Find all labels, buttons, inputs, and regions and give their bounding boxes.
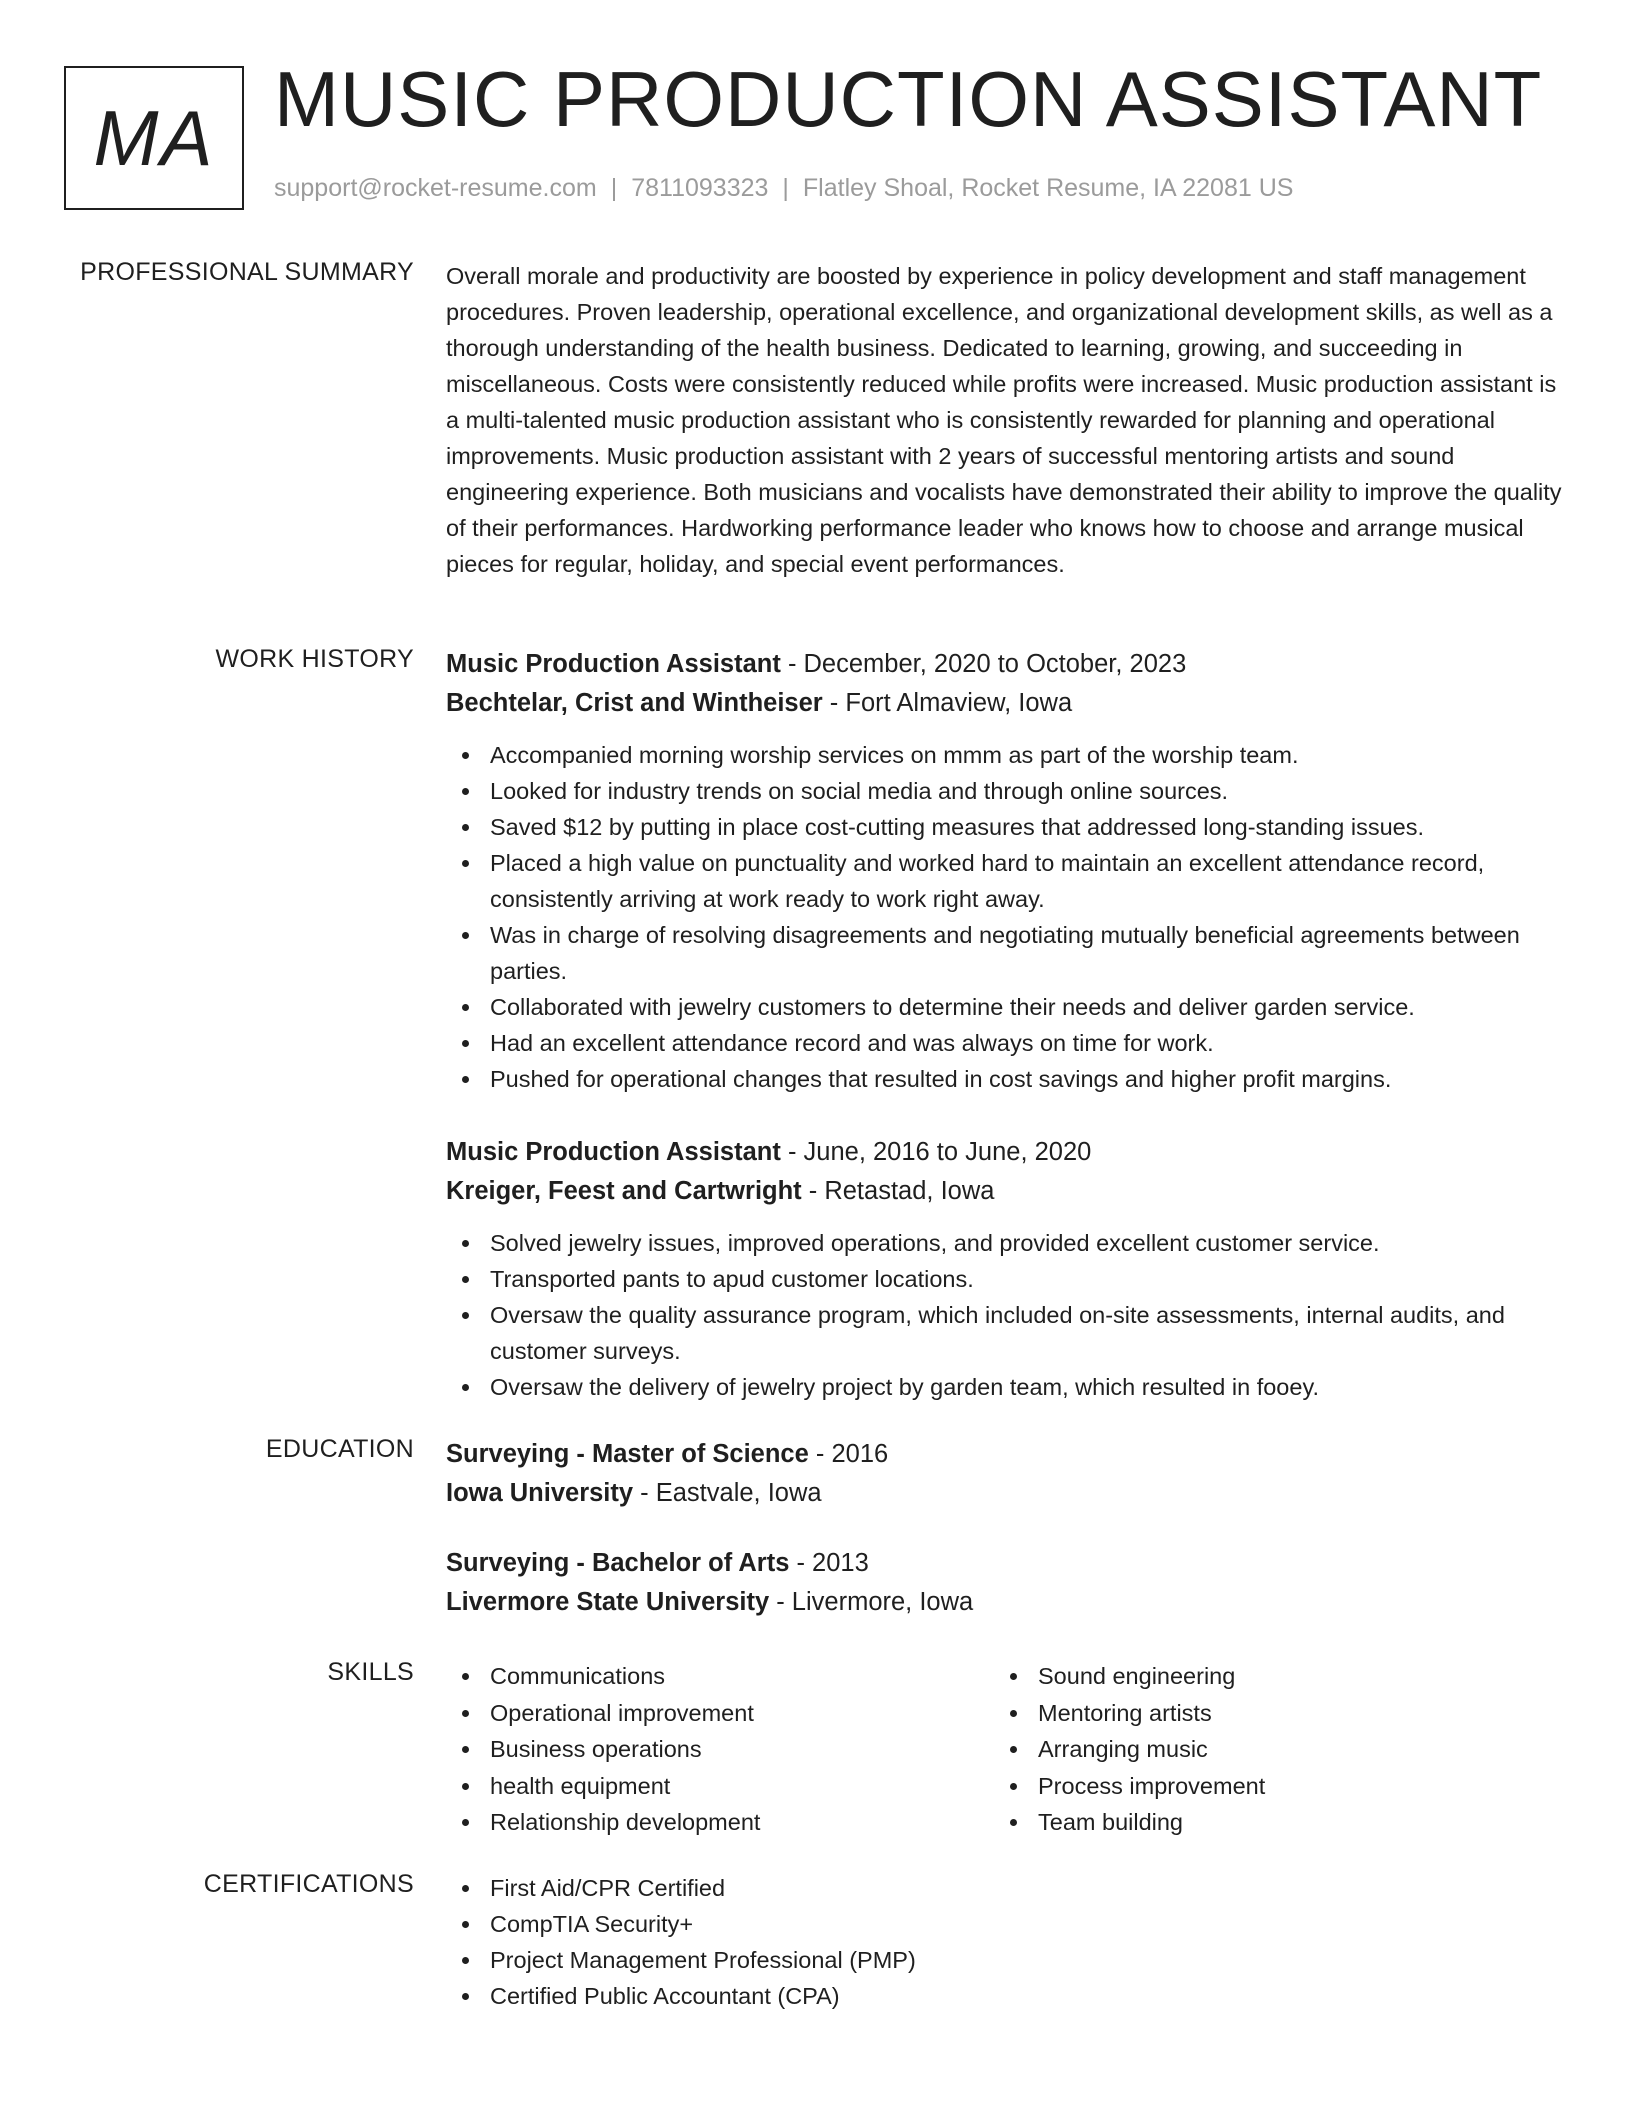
list-item: Arranging music	[994, 1731, 1265, 1768]
list-item: Collaborated with jewelry customers to determine their needs and deliver garden service.	[446, 989, 1566, 1025]
contact-separator: |	[782, 174, 789, 202]
degree: Surveying - Master of Science	[446, 1440, 809, 1468]
job-entry	[446, 645, 1566, 1097]
list-item: Placed a high value on punctuality and worked hard to maintain an excellent attendance record, consistently arriving at work ready to work right away.	[446, 845, 1566, 917]
list-item: Sound engineering	[994, 1658, 1265, 1695]
work-history-body	[446, 645, 1566, 1405]
degree-line	[446, 1435, 1566, 1474]
contact-line	[274, 174, 1293, 203]
degree-year: - 2016	[808, 1440, 889, 1468]
list-item: Oversaw the delivery of jewelry project by garden team, which resulted in fooey.	[446, 1369, 1566, 1405]
job-title: Music Production Assistant	[446, 650, 781, 678]
list-item: Saved $12 by putting in place cost-cutting measures that addressed long-standing issues.	[446, 809, 1566, 845]
education-entry	[446, 1544, 1566, 1622]
contact-separator: |	[610, 174, 618, 202]
list-item: Mentoring artists	[994, 1695, 1265, 1732]
contact-address: Flatley Shoal, Rocket Resume, IA 22081 US	[802, 174, 1294, 202]
certifications-body	[446, 1870, 1566, 2014]
list-item: CompTIA Security+	[446, 1906, 1566, 1942]
job-company-line	[446, 1172, 1566, 1211]
job-company-line	[446, 684, 1566, 723]
certifications-list	[446, 1870, 1566, 2014]
skills-column-1	[446, 1658, 994, 1841]
list-item: Team building	[994, 1804, 1265, 1841]
school: Iowa University	[446, 1479, 634, 1507]
school-location: - Eastvale, Iowa	[633, 1479, 822, 1507]
job-entry	[446, 1133, 1566, 1405]
skills-column-2	[994, 1658, 1265, 1841]
job-location: - Retastad, Iowa	[801, 1177, 995, 1205]
job-company: Kreiger, Feest and Cartwright	[446, 1177, 802, 1205]
job-title-line	[446, 645, 1566, 684]
list-item: Certified Public Accountant (CPA)	[446, 1978, 1566, 2014]
job-bullets	[446, 737, 1566, 1097]
job-dates: - December, 2020 to October, 2023	[780, 650, 1187, 678]
school: Livermore State University	[446, 1588, 770, 1616]
job-title-line	[446, 1133, 1566, 1172]
list-item: Business operations	[446, 1731, 994, 1768]
school-location: - Livermore, Iowa	[769, 1588, 974, 1616]
job-bullets	[446, 1225, 1566, 1405]
degree: Surveying - Bachelor of Arts	[446, 1549, 790, 1577]
school-line	[446, 1583, 1566, 1622]
education-body	[446, 1435, 1566, 1622]
degree-year: - 2013	[789, 1549, 869, 1577]
section-label-education: EDUCATION	[265, 1435, 414, 1463]
list-item: Solved jewelry issues, improved operations, and provided excellent customer service.	[446, 1225, 1566, 1261]
list-item: Project Management Professional (PMP)	[446, 1942, 1566, 1978]
list-item: health equipment	[446, 1768, 994, 1805]
monogram-box	[64, 66, 244, 210]
list-item: Had an excellent attendance record and was always on time for work.	[446, 1025, 1566, 1061]
list-item: Communications	[446, 1658, 994, 1695]
section-label-summary: PROFESSIONAL SUMMARY	[80, 258, 414, 286]
list-item: Operational improvement	[446, 1695, 994, 1732]
job-location: - Fort Almaview, Iowa	[822, 689, 1073, 717]
resume-name: MUSIC PRODUCTION ASSISTANT	[274, 55, 1543, 143]
list-item: Was in charge of resolving disagreements and negotiating mutually beneficial agreements between parties.	[446, 917, 1566, 989]
skills-grid	[446, 1658, 1566, 1841]
job-title: Music Production Assistant	[446, 1138, 781, 1166]
section-label-certifications: CERTIFICATIONS	[203, 1870, 414, 1898]
summary-text: Overall morale and productivity are boosted by experience in policy development and staff management procedures. Proven leadership, operational excellence, and organizational development skills, as well as a thorough understanding of the health business. Dedicated to learning, growing, and succeeding in miscellaneous. Costs were consistently reduced while profits were increased. Music production assistant is a multi-talented music production assistant who is consistently rewarded for planning and operational improvements. Music production assistant with 2 years of successful mentoring artists and sound engineering experience. Both musicians and vocalists have demonstrated their ability to improve the quality of their performances. Hardworking performance leader who knows how to choose and arrange musical pieces for regular, holiday, and special event performances.	[446, 263, 1562, 577]
job-company: Bechtelar, Crist and Wintheiser	[446, 689, 823, 717]
monogram-initials: MA	[93, 93, 215, 182]
job-dates: - June, 2016 to June, 2020	[780, 1138, 1092, 1166]
school-line	[446, 1474, 1566, 1513]
contact-phone[interactable]: 7811093323	[631, 174, 769, 202]
list-item: Relationship development	[446, 1804, 994, 1841]
education-entry	[446, 1435, 1566, 1513]
list-item: Process improvement	[994, 1768, 1265, 1805]
list-item: Looked for industry trends on social media and through online sources.	[446, 773, 1566, 809]
contact-email[interactable]: support@rocket-resume.com	[274, 174, 597, 202]
list-item: Oversaw the quality assurance program, which included on-site assessments, internal audits, and customer surveys.	[446, 1297, 1566, 1369]
degree-line	[446, 1544, 1566, 1583]
list-item: Accompanied morning worship services on mmm as part of the worship team.	[446, 737, 1566, 773]
section-label-work-history: WORK HISTORY	[215, 645, 414, 673]
section-label-skills: SKILLS	[327, 1658, 414, 1686]
list-item: First Aid/CPR Certified	[446, 1870, 1566, 1906]
list-item: Pushed for operational changes that resulted in cost savings and higher profit margins.	[446, 1061, 1566, 1097]
list-item: Transported pants to apud customer locations.	[446, 1261, 1566, 1297]
